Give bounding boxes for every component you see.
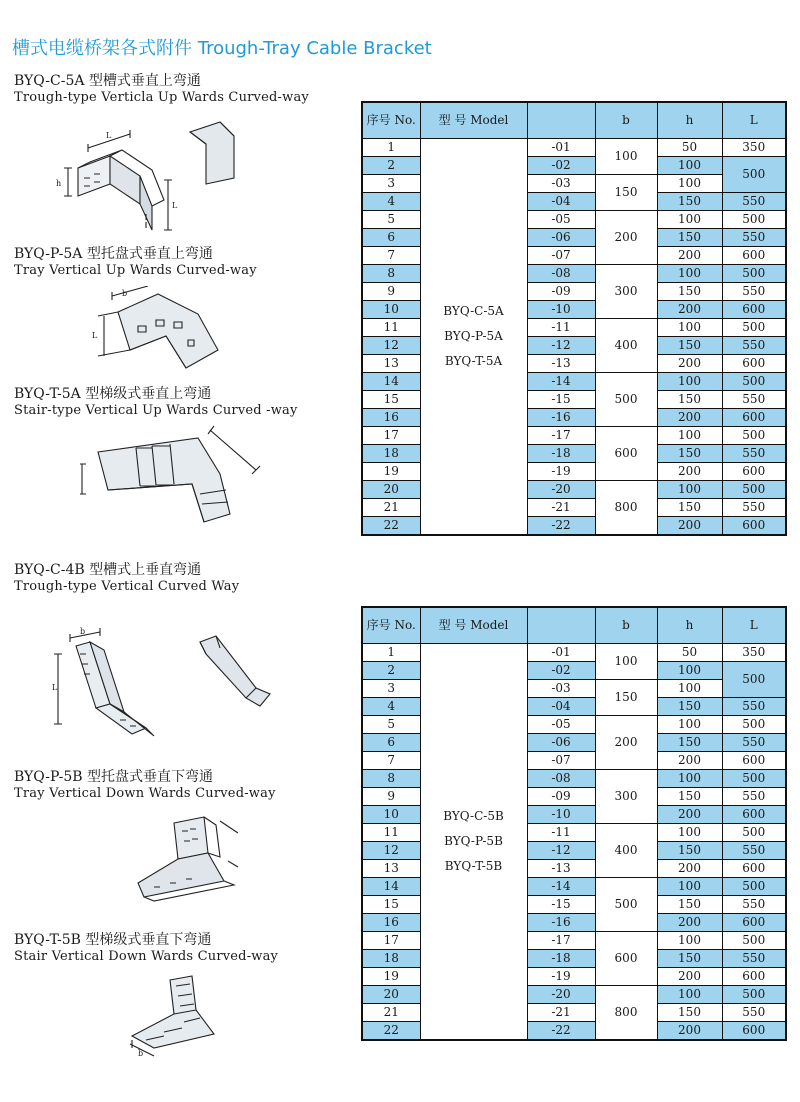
cell-h: 150 (657, 391, 722, 409)
product-name-zh: BYQ-T-5B 型梯级式垂直下弯通 (14, 932, 212, 948)
cell-suffix: -10 (527, 806, 595, 824)
cell-suffix: -11 (527, 319, 595, 337)
cell-L: 550 (722, 896, 786, 914)
svg-text:L: L (172, 201, 178, 210)
product-caption-ladder-down (14, 932, 354, 965)
cell-no: 21 (362, 499, 420, 517)
cell-L: 500 (722, 427, 786, 445)
cell-suffix: -11 (527, 824, 595, 842)
cell-b: 300 (595, 770, 657, 824)
cell-h: 100 (657, 211, 722, 229)
cell-b: 800 (595, 481, 657, 536)
cell-L: 550 (722, 283, 786, 301)
cell-b: 200 (595, 716, 657, 770)
cell-L: 550 (722, 734, 786, 752)
cell-no: 20 (362, 481, 420, 499)
trough-vertical-up-bend-drawing (48, 118, 253, 236)
cell-L: 600 (722, 752, 786, 770)
cell-L: 500 (722, 211, 786, 229)
model-name: BYQ-C-5B (443, 809, 504, 823)
product-name-en: Stair-type Vertical Up Wards Curved -way (14, 403, 298, 418)
cell-no: 8 (362, 265, 420, 283)
cell-b: 800 (595, 986, 657, 1041)
cell-b: 300 (595, 265, 657, 319)
spec-table-down-bend (361, 606, 787, 1041)
cell-h: 50 (657, 139, 722, 157)
svg-text:b: b (122, 289, 128, 298)
cell-no: 9 (362, 283, 420, 301)
svg-text:h: h (56, 179, 62, 188)
header-h: h (657, 607, 722, 644)
svg-text:L: L (92, 331, 98, 340)
model-name: BYQ-P-5A (444, 329, 503, 343)
cell-suffix: -05 (527, 716, 595, 734)
header-suffix (527, 102, 595, 139)
header-h: h (657, 102, 722, 139)
product-caption-trough-up (14, 73, 354, 106)
cell-suffix: -21 (527, 499, 595, 517)
cell-no: 10 (362, 806, 420, 824)
cell-h: 100 (657, 716, 722, 734)
spec-table-up-bend (361, 101, 787, 536)
product-name-zh: BYQ-C-4B 型槽式上垂直弯通 (14, 562, 202, 578)
cell-no: 21 (362, 1004, 420, 1022)
cell-h: 200 (657, 247, 722, 265)
cell-suffix: -07 (527, 247, 595, 265)
cell-b: 100 (595, 644, 657, 680)
cell-suffix: -18 (527, 445, 595, 463)
cell-L: 500 (722, 770, 786, 788)
cell-no: 10 (362, 301, 420, 319)
ladder-vertical-down-bend-drawing (124, 974, 224, 1060)
cell-L: 550 (722, 391, 786, 409)
header-no: 序号 No. (362, 102, 420, 139)
cell-L: 600 (722, 1022, 786, 1041)
header-b: b (595, 607, 657, 644)
cell-suffix: -19 (527, 968, 595, 986)
cell-h: 200 (657, 860, 722, 878)
cell-h: 100 (657, 175, 722, 193)
cell-suffix: -04 (527, 193, 595, 211)
cell-suffix: -14 (527, 373, 595, 391)
cell-suffix: -17 (527, 427, 595, 445)
cell-h: 200 (657, 1022, 722, 1041)
cell-L: 600 (722, 409, 786, 427)
model-name: BYQ-C-5A (443, 304, 504, 318)
product-name-zh: BYQ-C-5A 型槽式垂直上弯通 (14, 73, 201, 89)
product-name-en: Tray Vertical Up Wards Curved-way (14, 263, 257, 278)
cell-h: 100 (657, 932, 722, 950)
cell-L: 550 (722, 229, 786, 247)
cell-suffix: -15 (527, 391, 595, 409)
cell-h: 100 (657, 986, 722, 1004)
header-model: 型 号 Model (420, 102, 527, 139)
cell-no: 15 (362, 896, 420, 914)
cell-h: 200 (657, 517, 722, 536)
cell-b: 150 (595, 680, 657, 716)
cell-suffix: -12 (527, 842, 595, 860)
cell-no: 20 (362, 986, 420, 1004)
cell-h: 200 (657, 463, 722, 481)
cell-suffix: -04 (527, 698, 595, 716)
cell-suffix: -21 (527, 1004, 595, 1022)
svg-text:b: b (80, 627, 86, 636)
cell-suffix: -13 (527, 860, 595, 878)
product-name-zh: BYQ-T-5A 型梯级式垂直上弯通 (14, 386, 212, 402)
cell-h: 100 (657, 373, 722, 391)
cell-h: 200 (657, 301, 722, 319)
cell-no: 17 (362, 932, 420, 950)
cell-no: 12 (362, 337, 420, 355)
cell-b: 100 (595, 139, 657, 175)
cell-h: 150 (657, 193, 722, 211)
cell-suffix: -18 (527, 950, 595, 968)
cell-h: 100 (657, 157, 722, 175)
cell-no: 5 (362, 211, 420, 229)
cell-h: 200 (657, 355, 722, 373)
model-name: BYQ-T-5B (444, 859, 503, 873)
tray-vertical-down-bend-drawing (134, 813, 242, 905)
page-title: 槽式电缆桥架各式附件 Trough-Tray Cable Bracket (12, 38, 432, 59)
cell-h: 150 (657, 734, 722, 752)
cell-no: 19 (362, 463, 420, 481)
cell-suffix: -08 (527, 770, 595, 788)
cell-h: 100 (657, 878, 722, 896)
product-name-en: Stair Vertical Down Wards Curved-way (14, 949, 279, 964)
cell-b: 500 (595, 373, 657, 427)
cell-h: 150 (657, 896, 722, 914)
cell-h: 100 (657, 662, 722, 680)
cell-b: 400 (595, 824, 657, 878)
cell-suffix: -07 (527, 752, 595, 770)
cell-no: 4 (362, 193, 420, 211)
cell-h: 150 (657, 445, 722, 463)
cell-L: 500 (722, 662, 786, 698)
cell-no: 8 (362, 770, 420, 788)
cell-L: 550 (722, 445, 786, 463)
cell-L: 550 (722, 337, 786, 355)
cell-L: 500 (722, 716, 786, 734)
cell-suffix: -02 (527, 662, 595, 680)
cell-suffix: -16 (527, 914, 595, 932)
cell-no: 22 (362, 1022, 420, 1041)
cell-no: 6 (362, 734, 420, 752)
cell-L: 600 (722, 463, 786, 481)
svg-text:b: b (138, 1049, 144, 1058)
model-name: BYQ-P-5B (444, 834, 503, 848)
cell-h: 100 (657, 427, 722, 445)
cell-suffix: -13 (527, 355, 595, 373)
cell-suffix: -09 (527, 283, 595, 301)
cell-h: 150 (657, 1004, 722, 1022)
cell-h: 200 (657, 914, 722, 932)
cell-no: 9 (362, 788, 420, 806)
tray-vertical-up-bend-drawing (78, 286, 238, 374)
cell-suffix: -06 (527, 229, 595, 247)
cell-L: 500 (722, 265, 786, 283)
cell-suffix: -14 (527, 878, 595, 896)
cell-no: 3 (362, 680, 420, 698)
cell-h: 150 (657, 283, 722, 301)
cell-suffix: -09 (527, 788, 595, 806)
table-row (362, 644, 786, 662)
cell-h: 150 (657, 337, 722, 355)
cell-no: 2 (362, 157, 420, 175)
cell-no: 1 (362, 644, 420, 662)
header-suffix (527, 607, 595, 644)
cell-suffix: -22 (527, 517, 595, 536)
cell-L: 500 (722, 319, 786, 337)
svg-text:L: L (106, 131, 112, 140)
cell-h: 150 (657, 788, 722, 806)
cell-no: 7 (362, 247, 420, 265)
cell-L: 350 (722, 139, 786, 157)
table-row (362, 139, 786, 157)
cell-h: 200 (657, 752, 722, 770)
product-caption-tray-up (14, 246, 354, 279)
cell-suffix: -22 (527, 1022, 595, 1041)
cell-suffix: -20 (527, 481, 595, 499)
cell-b: 600 (595, 932, 657, 986)
cell-b: 600 (595, 427, 657, 481)
cell-L: 550 (722, 193, 786, 211)
cell-suffix: -15 (527, 896, 595, 914)
cell-L: 600 (722, 914, 786, 932)
cell-L: 500 (722, 824, 786, 842)
cell-L: 600 (722, 355, 786, 373)
cell-no: 7 (362, 752, 420, 770)
cell-L: 600 (722, 301, 786, 319)
product-name-en: Trough-type Verticla Up Wards Curved-way (14, 90, 309, 105)
cell-b: 150 (595, 175, 657, 211)
product-name-zh: BYQ-P-5B 型托盘式垂直下弯通 (14, 769, 214, 785)
cell-no: 16 (362, 409, 420, 427)
cell-L: 500 (722, 373, 786, 391)
cell-b: 500 (595, 878, 657, 932)
cell-no: 11 (362, 824, 420, 842)
cell-h: 100 (657, 265, 722, 283)
cell-no: 16 (362, 914, 420, 932)
cell-suffix: -17 (527, 932, 595, 950)
cell-L: 350 (722, 644, 786, 662)
cell-h: 100 (657, 481, 722, 499)
cell-h: 100 (657, 680, 722, 698)
cell-no: 13 (362, 860, 420, 878)
cell-no: 6 (362, 229, 420, 247)
cell-L: 600 (722, 247, 786, 265)
cell-suffix: -06 (527, 734, 595, 752)
header-model: 型 号 Model (420, 607, 527, 644)
cell-suffix: -01 (527, 139, 595, 157)
cell-no: 13 (362, 355, 420, 373)
header-no: 序号 No. (362, 607, 420, 644)
cell-no: 18 (362, 950, 420, 968)
cell-no: 22 (362, 517, 420, 536)
cell-h: 200 (657, 968, 722, 986)
header-L: L (722, 102, 786, 139)
cell-no: 15 (362, 391, 420, 409)
cell-h: 150 (657, 842, 722, 860)
cell-L: 550 (722, 1004, 786, 1022)
cell-L: 500 (722, 932, 786, 950)
cell-suffix: -08 (527, 265, 595, 283)
cell-no: 19 (362, 968, 420, 986)
cell-h: 100 (657, 824, 722, 842)
cell-no: 18 (362, 445, 420, 463)
cell-no: 17 (362, 427, 420, 445)
cell-L: 600 (722, 968, 786, 986)
cell-suffix: -01 (527, 644, 595, 662)
cell-h: 150 (657, 698, 722, 716)
cell-h: 150 (657, 950, 722, 968)
product-name-zh: BYQ-P-5A 型托盘式垂直上弯通 (14, 246, 213, 262)
product-caption-tray-down (14, 769, 354, 802)
cell-no: 2 (362, 662, 420, 680)
cell-L: 600 (722, 860, 786, 878)
cell-h: 200 (657, 409, 722, 427)
cell-no: 12 (362, 842, 420, 860)
product-caption-trough-vertical (14, 562, 354, 595)
svg-text:L: L (52, 683, 58, 692)
cell-h: 100 (657, 770, 722, 788)
cell-no: 14 (362, 878, 420, 896)
cell-suffix: -10 (527, 301, 595, 319)
ladder-vertical-up-bend-drawing (80, 424, 262, 536)
cell-L: 500 (722, 986, 786, 1004)
cell-L: 550 (722, 788, 786, 806)
cell-L: 550 (722, 950, 786, 968)
cell-no: 4 (362, 698, 420, 716)
cell-suffix: -20 (527, 986, 595, 1004)
header-b: b (595, 102, 657, 139)
cell-no: 5 (362, 716, 420, 734)
cell-h: 200 (657, 806, 722, 824)
cell-no: 3 (362, 175, 420, 193)
cell-no: 1 (362, 139, 420, 157)
cell-b: 400 (595, 319, 657, 373)
cell-h: 150 (657, 499, 722, 517)
cell-L: 550 (722, 842, 786, 860)
cell-h: 50 (657, 644, 722, 662)
product-name-en: Trough-type Vertical Curved Way (14, 579, 240, 594)
cell-L: 600 (722, 517, 786, 536)
cell-model-list (420, 139, 527, 536)
cell-suffix: -19 (527, 463, 595, 481)
cell-L: 500 (722, 878, 786, 896)
cell-b: 200 (595, 211, 657, 265)
cell-no: 11 (362, 319, 420, 337)
product-caption-ladder-up (14, 386, 354, 419)
cell-L: 500 (722, 157, 786, 193)
model-name: BYQ-T-5A (444, 354, 503, 368)
cell-L: 550 (722, 698, 786, 716)
cell-no: 14 (362, 373, 420, 391)
header-L: L (722, 607, 786, 644)
cell-suffix: -02 (527, 157, 595, 175)
cell-suffix: -16 (527, 409, 595, 427)
cell-suffix: -03 (527, 680, 595, 698)
product-name-en: Tray Vertical Down Wards Curved-way (14, 786, 276, 801)
cell-h: 150 (657, 229, 722, 247)
trough-vertical-bend-drawing (50, 624, 280, 752)
cell-model-list (420, 644, 527, 1041)
cell-L: 600 (722, 806, 786, 824)
cell-suffix: -05 (527, 211, 595, 229)
cell-suffix: -12 (527, 337, 595, 355)
cell-L: 550 (722, 499, 786, 517)
cell-L: 500 (722, 481, 786, 499)
cell-h: 100 (657, 319, 722, 337)
cell-suffix: -03 (527, 175, 595, 193)
